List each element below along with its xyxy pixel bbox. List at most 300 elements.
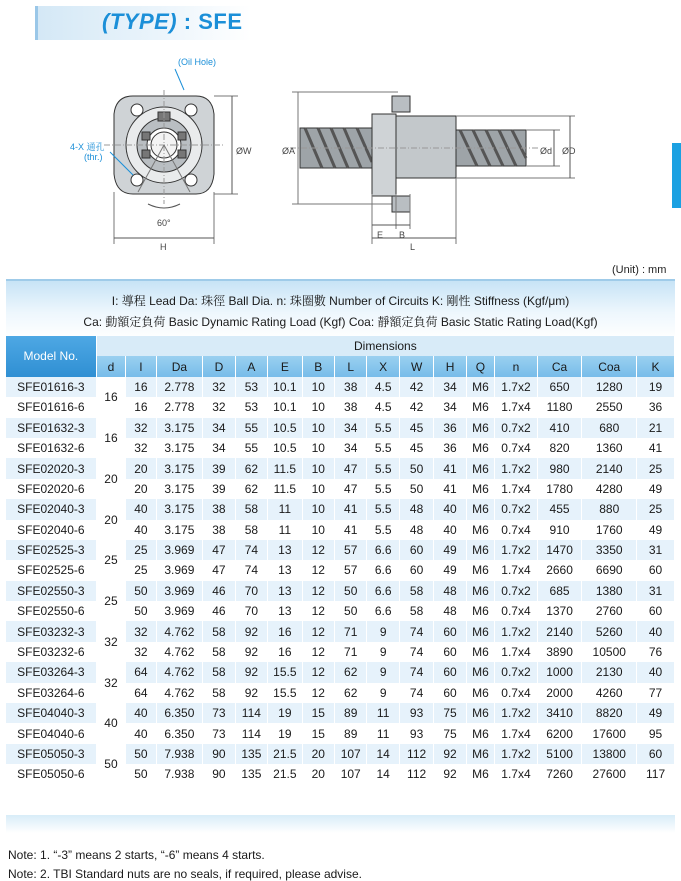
cell-k: 21	[637, 418, 675, 438]
cell-b: 12	[302, 540, 334, 560]
cell-q: M6	[466, 601, 494, 621]
cell-w: 93	[399, 703, 433, 723]
cell-a: 92	[235, 621, 267, 641]
cell-da: 4.762	[156, 683, 203, 703]
cell-x: 6.6	[367, 581, 399, 601]
cell-e: 16	[268, 621, 302, 641]
cell-k: 49	[637, 520, 675, 540]
cell-ca: 1370	[537, 601, 582, 621]
cell-ca: 5100	[537, 744, 582, 764]
cell-da: 3.969	[156, 560, 203, 580]
cell-q: M6	[466, 683, 494, 703]
title-type: (TYPE)	[102, 9, 178, 34]
cell-k: 76	[637, 642, 675, 662]
cell-n: 1.7x2	[495, 377, 538, 397]
cell-x: 6.6	[367, 601, 399, 621]
cell-b: 10	[302, 520, 334, 540]
cell-da: 7.938	[156, 744, 203, 764]
cell-a: 92	[235, 683, 267, 703]
cell-da: 4.762	[156, 621, 203, 641]
cell-x: 4.5	[367, 397, 399, 417]
dim-b-label: B	[399, 230, 406, 240]
model-cell: SFE03264-6	[6, 683, 96, 703]
cell-l: 47	[335, 458, 367, 478]
dim-d-label: Ød	[540, 146, 553, 156]
cell-h: 75	[434, 723, 466, 743]
cell-i: 16	[126, 377, 156, 397]
cell-a: 53	[235, 397, 267, 417]
cell-da: 3.175	[156, 520, 203, 540]
column-header-row	[6, 356, 675, 376]
cell-h: 34	[434, 377, 466, 397]
cell-b: 10	[302, 397, 334, 417]
cell-q: M6	[466, 377, 494, 397]
cell-ca: 980	[537, 458, 582, 478]
cell-da: 3.969	[156, 540, 203, 560]
cell-ca: 650	[537, 377, 582, 397]
cell-x: 11	[367, 703, 399, 723]
cell-i: 40	[126, 499, 156, 519]
cell-n: 1.7x2	[495, 540, 538, 560]
cell-w: 50	[399, 479, 433, 499]
model-cell: SFE02020-3	[6, 458, 96, 478]
cell-a: 53	[235, 377, 267, 397]
cell-coa: 5260	[582, 621, 637, 641]
cell-coa: 2130	[582, 662, 637, 682]
cell-i: 64	[126, 683, 156, 703]
cell-d: 90	[203, 744, 235, 764]
cell-k: 40	[637, 662, 675, 682]
cell-coa: 1360	[582, 438, 637, 458]
column-header-i: I	[126, 356, 156, 376]
cell-da: 3.969	[156, 581, 203, 601]
cell-da: 6.350	[156, 703, 203, 723]
cell-l: 41	[335, 520, 367, 540]
cell-w: 74	[399, 662, 433, 682]
cell-ca: 910	[537, 520, 582, 540]
model-cell: SFE01616-3	[6, 377, 96, 397]
cell-e: 11.5	[268, 458, 302, 478]
cell-b: 20	[302, 744, 334, 764]
cell-w: 45	[399, 418, 433, 438]
column-header-d: d	[96, 356, 125, 376]
cell-n: 0.7x4	[495, 520, 538, 540]
shaft-diameter-cell: 20	[96, 458, 125, 499]
cell-h: 60	[434, 642, 466, 662]
cell-w: 112	[399, 744, 433, 764]
cell-l: 107	[335, 764, 367, 784]
cell-a: 92	[235, 642, 267, 662]
cell-k: 49	[637, 479, 675, 499]
cell-d: 46	[203, 581, 235, 601]
cell-b: 12	[302, 642, 334, 662]
page-title	[102, 9, 243, 35]
model-header: Model No.	[6, 336, 96, 377]
cell-x: 5.5	[367, 418, 399, 438]
cell-k: 60	[637, 560, 675, 580]
cell-x: 6.6	[367, 540, 399, 560]
model-cell: SFE01632-3	[6, 418, 96, 438]
cell-e: 13	[268, 540, 302, 560]
dimensions-header: Dimensions	[96, 336, 674, 356]
cell-l: 71	[335, 621, 367, 641]
model-cell: SFE02525-3	[6, 540, 96, 560]
cell-w: 48	[399, 499, 433, 519]
table-row	[6, 499, 675, 519]
front-view	[104, 69, 238, 244]
shaft-diameter-cell: 40	[96, 703, 125, 744]
cell-a: 70	[235, 601, 267, 621]
cell-q: M6	[466, 621, 494, 641]
cell-i: 64	[126, 662, 156, 682]
model-cell: SFE02040-6	[6, 520, 96, 540]
cell-q: M6	[466, 662, 494, 682]
cell-h: 75	[434, 703, 466, 723]
cell-n: 1.7x4	[495, 479, 538, 499]
cell-w: 74	[399, 683, 433, 703]
cell-b: 12	[302, 601, 334, 621]
cell-x: 11	[367, 723, 399, 743]
cell-l: 38	[335, 397, 367, 417]
side-view	[290, 92, 575, 244]
cell-i: 40	[126, 703, 156, 723]
model-cell: SFE04040-3	[6, 703, 96, 723]
cell-e: 10.5	[268, 418, 302, 438]
cell-b: 10	[302, 438, 334, 458]
cell-d: 34	[203, 438, 235, 458]
cell-i: 32	[126, 438, 156, 458]
cell-n: 1.7x2	[495, 703, 538, 723]
cell-k: 41	[637, 438, 675, 458]
cell-n: 1.7x4	[495, 723, 538, 743]
cell-x: 5.5	[367, 438, 399, 458]
cell-d: 34	[203, 418, 235, 438]
cell-x: 14	[367, 764, 399, 784]
cell-n: 0.7x4	[495, 438, 538, 458]
model-cell: SFE02550-6	[6, 601, 96, 621]
cell-d: 38	[203, 499, 235, 519]
cell-x: 14	[367, 744, 399, 764]
cell-b: 10	[302, 458, 334, 478]
shaft-diameter-cell: 16	[96, 418, 125, 459]
cell-d: 58	[203, 683, 235, 703]
title-separator: :	[183, 9, 192, 34]
cell-ca: 6200	[537, 723, 582, 743]
model-cell: SFE02550-3	[6, 581, 96, 601]
column-header-w: W	[399, 356, 433, 376]
cell-d: 58	[203, 642, 235, 662]
cell-ca: 3890	[537, 642, 582, 662]
model-cell: SFE02040-3	[6, 499, 96, 519]
cell-k: 31	[637, 540, 675, 560]
cell-x: 5.5	[367, 499, 399, 519]
cell-d: 47	[203, 560, 235, 580]
cell-ca: 1000	[537, 662, 582, 682]
cell-da: 3.175	[156, 479, 203, 499]
cell-coa: 1280	[582, 377, 637, 397]
cell-d: 90	[203, 764, 235, 784]
model-cell: SFE03232-3	[6, 621, 96, 641]
cell-l: 50	[335, 581, 367, 601]
cell-i: 25	[126, 560, 156, 580]
column-header-b: B	[302, 356, 334, 376]
cell-n: 1.7x4	[495, 764, 538, 784]
cell-a: 55	[235, 418, 267, 438]
cell-n: 0.7x2	[495, 499, 538, 519]
cell-da: 3.969	[156, 601, 203, 621]
cell-ca: 820	[537, 438, 582, 458]
cell-l: 38	[335, 377, 367, 397]
cell-e: 19	[268, 723, 302, 743]
column-header-a: A	[235, 356, 267, 376]
cell-k: 77	[637, 683, 675, 703]
cell-w: 58	[399, 581, 433, 601]
cell-e: 11	[268, 520, 302, 540]
cell-q: M6	[466, 723, 494, 743]
cell-h: 34	[434, 397, 466, 417]
cell-ca: 1180	[537, 397, 582, 417]
cell-q: M6	[466, 540, 494, 560]
cell-ca: 3410	[537, 703, 582, 723]
dim-h-label: H	[160, 242, 167, 252]
unit-label: (Unit) : mm	[612, 264, 667, 276]
cell-q: M6	[466, 458, 494, 478]
column-header-da: Da	[156, 356, 203, 376]
cell-n: 1.7x4	[495, 560, 538, 580]
note-2: Note: 2. TBI Standard nuts are no seals, if required, please advise.	[8, 867, 362, 881]
cell-ca: 1780	[537, 479, 582, 499]
cell-d: 73	[203, 723, 235, 743]
cell-e: 11.5	[268, 479, 302, 499]
cell-e: 13	[268, 581, 302, 601]
cell-coa: 4280	[582, 479, 637, 499]
cell-x: 5.5	[367, 479, 399, 499]
cell-l: 62	[335, 662, 367, 682]
cell-da: 4.762	[156, 662, 203, 682]
cell-d: 73	[203, 703, 235, 723]
spec-table-body	[6, 377, 675, 785]
shaft-diameter-cell: 20	[96, 499, 125, 540]
cell-q: M6	[466, 438, 494, 458]
cell-i: 20	[126, 479, 156, 499]
angle-label: 60°	[157, 218, 171, 228]
table-row	[6, 581, 675, 601]
cell-b: 10	[302, 377, 334, 397]
cell-coa: 27600	[582, 764, 637, 784]
cell-a: 62	[235, 458, 267, 478]
dim-D-label: ØD	[562, 146, 576, 156]
cell-b: 12	[302, 662, 334, 682]
column-header-e: E	[268, 356, 302, 376]
cell-l: 50	[335, 601, 367, 621]
cell-i: 50	[126, 764, 156, 784]
cell-coa: 10500	[582, 642, 637, 662]
cell-k: 95	[637, 723, 675, 743]
shaft-diameter-cell: 32	[96, 621, 125, 662]
table-footer-band	[6, 815, 675, 833]
cell-x: 5.5	[367, 458, 399, 478]
cell-h: 48	[434, 581, 466, 601]
cell-a: 58	[235, 499, 267, 519]
cell-n: 0.7x4	[495, 601, 538, 621]
table-row	[6, 418, 675, 438]
column-header-h: H	[434, 356, 466, 376]
dim-w-label: ØW	[236, 146, 252, 156]
cell-da: 2.778	[156, 377, 203, 397]
cell-e: 19	[268, 703, 302, 723]
cell-b: 12	[302, 560, 334, 580]
title-code: SFE	[198, 9, 243, 34]
cell-a: 135	[235, 744, 267, 764]
table-row	[6, 621, 675, 641]
cell-k: 60	[637, 601, 675, 621]
cell-ca: 455	[537, 499, 582, 519]
cell-k: 117	[637, 764, 675, 784]
cell-da: 6.350	[156, 723, 203, 743]
cell-w: 60	[399, 560, 433, 580]
model-cell: SFE01616-6	[6, 397, 96, 417]
cell-h: 40	[434, 520, 466, 540]
model-cell: SFE04040-6	[6, 723, 96, 743]
cell-l: 107	[335, 744, 367, 764]
cell-w: 112	[399, 764, 433, 784]
cell-q: M6	[466, 642, 494, 662]
cell-n: 0.7x2	[495, 581, 538, 601]
cell-ca: 2000	[537, 683, 582, 703]
cell-da: 7.938	[156, 764, 203, 784]
cell-n: 1.7x2	[495, 621, 538, 641]
cell-ca: 2660	[537, 560, 582, 580]
cell-coa: 880	[582, 499, 637, 519]
cell-w: 74	[399, 621, 433, 641]
table-row	[6, 377, 675, 397]
cell-b: 10	[302, 499, 334, 519]
cell-h: 60	[434, 683, 466, 703]
cell-a: 114	[235, 703, 267, 723]
cell-i: 40	[126, 520, 156, 540]
column-header-q: Q	[466, 356, 494, 376]
cell-q: M6	[466, 703, 494, 723]
column-header-n: n	[495, 356, 538, 376]
cell-i: 50	[126, 581, 156, 601]
cell-k: 31	[637, 581, 675, 601]
column-header-ca: Ca	[537, 356, 582, 376]
cell-ca: 1470	[537, 540, 582, 560]
cell-a: 70	[235, 581, 267, 601]
spec-table	[6, 336, 675, 785]
cell-e: 13	[268, 601, 302, 621]
cell-i: 40	[126, 723, 156, 743]
cell-n: 0.7x2	[495, 662, 538, 682]
cell-e: 16	[268, 642, 302, 662]
cell-ca: 685	[537, 581, 582, 601]
cell-n: 0.7x2	[495, 418, 538, 438]
model-cell: SFE01632-6	[6, 438, 96, 458]
cell-w: 48	[399, 520, 433, 540]
cell-a: 62	[235, 479, 267, 499]
cell-k: 40	[637, 621, 675, 641]
model-cell: SFE03232-6	[6, 642, 96, 662]
cell-coa: 8820	[582, 703, 637, 723]
table-row	[6, 458, 675, 478]
cell-d: 47	[203, 540, 235, 560]
cell-b: 10	[302, 418, 334, 438]
cell-i: 20	[126, 458, 156, 478]
cell-l: 34	[335, 438, 367, 458]
dim-e-label: E	[377, 230, 384, 240]
cell-w: 74	[399, 642, 433, 662]
cell-coa: 1380	[582, 581, 637, 601]
cell-h: 41	[434, 479, 466, 499]
cell-h: 49	[434, 540, 466, 560]
cell-q: M6	[466, 744, 494, 764]
cell-h: 36	[434, 438, 466, 458]
cell-n: 0.7x4	[495, 683, 538, 703]
cell-q: M6	[466, 581, 494, 601]
cell-h: 60	[434, 621, 466, 641]
cell-da: 3.175	[156, 499, 203, 519]
cell-h: 41	[434, 458, 466, 478]
note-1: Note: 1. “-3” means 2 starts, “-6” means 4 starts.	[8, 848, 265, 862]
cell-e: 10.1	[268, 377, 302, 397]
cell-a: 58	[235, 520, 267, 540]
cell-b: 12	[302, 581, 334, 601]
cell-b: 12	[302, 621, 334, 641]
cell-h: 60	[434, 662, 466, 682]
cell-k: 25	[637, 499, 675, 519]
cell-k: 60	[637, 744, 675, 764]
cell-l: 47	[335, 479, 367, 499]
cell-l: 89	[335, 703, 367, 723]
cell-b: 15	[302, 723, 334, 743]
cell-n: 1.7x2	[495, 458, 538, 478]
cell-h: 92	[434, 764, 466, 784]
cell-n: 1.7x4	[495, 642, 538, 662]
cell-a: 74	[235, 560, 267, 580]
cell-i: 32	[126, 621, 156, 641]
cell-d: 58	[203, 621, 235, 641]
cell-n: 1.7x4	[495, 397, 538, 417]
cell-da: 3.175	[156, 418, 203, 438]
legend-line-1: I: 導程 Lead Da: 珠徑 Ball Dia. n: 珠圈數 Number of Circuits K: 剛性 Stiffness (Kgf/μm)	[111, 294, 570, 308]
cell-w: 42	[399, 397, 433, 417]
shaft-diameter-cell: 16	[96, 377, 125, 418]
cell-e: 11	[268, 499, 302, 519]
cell-i: 25	[126, 540, 156, 560]
cell-q: M6	[466, 764, 494, 784]
table-row	[6, 744, 675, 764]
column-header-d: D	[203, 356, 235, 376]
dim-a-label: ØA	[282, 146, 296, 156]
cell-q: M6	[466, 520, 494, 540]
cell-l: 34	[335, 418, 367, 438]
cell-w: 45	[399, 438, 433, 458]
cell-d: 38	[203, 520, 235, 540]
cell-h: 49	[434, 560, 466, 580]
cell-coa: 2550	[582, 397, 637, 417]
legend-line-2: Ca: 動額定負荷 Basic Dynamic Rating Load (Kgf) Coa: 靜額定負荷 Basic Static Rating Load(Kgf)	[83, 315, 598, 329]
cell-a: 74	[235, 540, 267, 560]
cell-l: 57	[335, 540, 367, 560]
cell-coa: 13800	[582, 744, 637, 764]
cell-l: 62	[335, 683, 367, 703]
cell-e: 10.1	[268, 397, 302, 417]
cell-d: 32	[203, 397, 235, 417]
legend-box	[6, 279, 675, 339]
cell-x: 9	[367, 642, 399, 662]
cell-coa: 17600	[582, 723, 637, 743]
cell-n: 1.7x2	[495, 744, 538, 764]
